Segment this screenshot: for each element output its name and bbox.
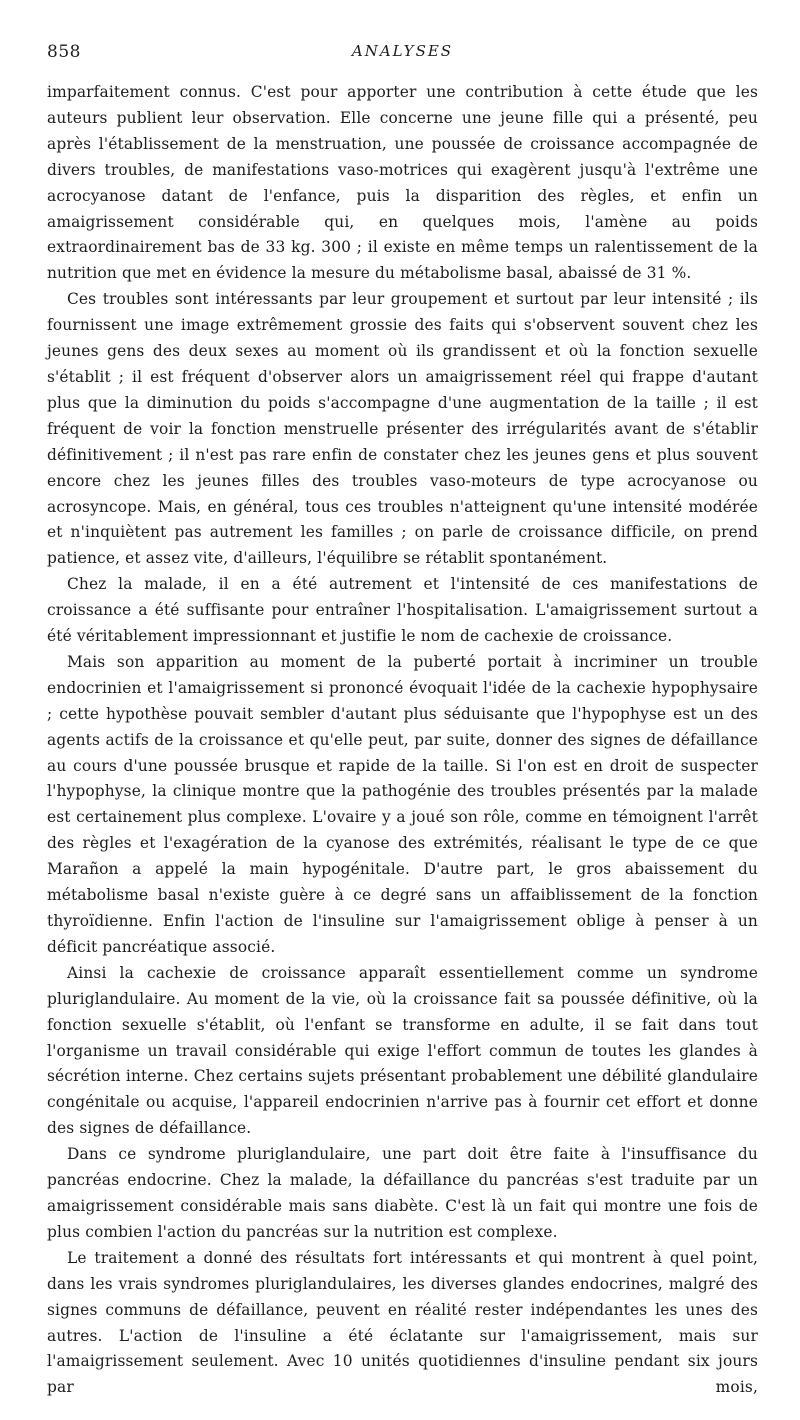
page-header [47, 42, 758, 68]
paragraph-1: imparfaitement connus. C'est pour apporter une contribution à cette étude que les auteurs publient leur observation. Elle concerne une jeune fille qui a présenté, peu après l'établissement de la menstruation, une poussée de croissance accompagnée de divers troubles, de manifestations vaso-motrices qui exagèrent jusqu'à l'extrême une acrocyanose datant de l'enfance, puis la disparition des règles, et enfin un amaigrissement considérable qui, en quelques mois, l'amène au poids extraordinairement bas de 33 kg. 300 ; il existe en même temps un ralentissement de la nutrition que met en évidence la mesure du métabolisme basal, abaissé de 31 %. [47, 83, 758, 283]
paragraph-3: Chez la malade, il en a été autrement et l'intensité de ces manifestations de croissance a été suffisante pour entraîner l'hospitalisation. L'amaigrissement surtout a été véritablement impressionnant et justifie le nom de cachexie de croissance. [47, 575, 758, 646]
paragraph-7: Le traitement a donné des résultats fort intéressants et qui montrent à quel point, dans les vrais syndromes pluriglandulaires, les diverses glandes endocrines, malgré des signes communs de défaillance, peuvent en réalité rester indépendantes les unes des autres. L'action de l'insuline a été éclatante sur l'amaigrissement, mais sur l'amaigrissement seulement. Avec 10 unités quotidiennes d'insuline pendant six jours par mois, [47, 1248, 758, 1397]
article-body [47, 80, 758, 1401]
paragraph-2: Ces troubles sont intéressants par leur groupement et surtout par leur intensité ; ils fournissent une image extrêmement grossie des faits qui s'observent souvent chez les jeunes gens des deux sexes au moment où ils grandissent et où la fonction sexuelle s'établit ; il est fréquent d'observer alors un amaigrissement réel qui frappe d'autant plus que la diminution du poids s'accompagne d'une augmentation de la taille ; il est fréquent de voir la fonction menstruelle présenter des irrégularités avant de s'établir définitivement ; il n'est pas rare enfin de constater chez les jeunes gens et plus souvent encore chez les jeunes filles des troubles vaso-moteurs de type acrocyanose ou acrosyncope. Mais, en général, tous ces troubles n'atteignent qu'une intensité modérée et n'inquiètent pas autrement les familles ; on parle de croissance difficile, on prend patience, et assez vite, d'ailleurs, l'équilibre se rétablit spontanément. [47, 290, 758, 568]
paragraph-5: Ainsi la cachexie de croissance apparaît essentiellement comme un syndrome pluriglandulaire. Au moment de la vie, où la croissance fait sa poussée définitive, où la fonction sexuelle s'établit, où l'enfant se transforme en adulte, il se fait dans tout l'organisme un travail considérable qui exige l'effort commun de toutes les glandes à sécrétion interne. Chez certains sujets présentant probablement une débilité glandulaire congénitale ou acquise, l'appareil endocrinien n'arrive pas à fournir cet effort et donne des signes de défaillance. [47, 963, 758, 1138]
paragraph-6: Dans ce syndrome pluriglandulaire, une part doit être faite à l'insuffisance du pancréas endocrine. Chez la malade, la défaillance du pancréas s'est traduite par un amaigrissement considérable mais sans diabète. C'est là un fait qui montre une fois de plus combien l'action du pancréas sur la nutrition est complexe. [47, 1145, 758, 1241]
page-number: 858 [47, 42, 81, 62]
running-title: ANALYSES [351, 42, 454, 60]
paragraph-4: Mais son apparition au moment de la puberté portait à incriminer un trouble endocrinien et l'amaigrissement si prononcé évoquait l'idée de la cachexie hypophysaire ; cette hypothèse pouvait sembler d'autant plus séduisante que l'hypophyse est un des agents actifs de la croissance et qu'elle peut, par suite, donner des signes de défaillance au cours d'une poussée brusque et rapide de la taille. Si l'on est en droit de suspecter l'hypophyse, la clinique montre que la pathogénie des troubles présentés par la malade est certainement plus complexe. L'ovaire y a joué son rôle, comme en témoignent l'arrêt des règles et l'exagération de la cyanose des extrémités, réalisant le type de ce que Marañon a appelé la main hypogénitale. D'autre part, le gros abaissement du métabolisme basal n'existe guère à ce degré sans un affaiblissement de la fonction thyroïdienne. Enfin l'action de l'insuline sur l'amaigrissement oblige à penser à un déficit pancréatique associé. [47, 652, 758, 956]
